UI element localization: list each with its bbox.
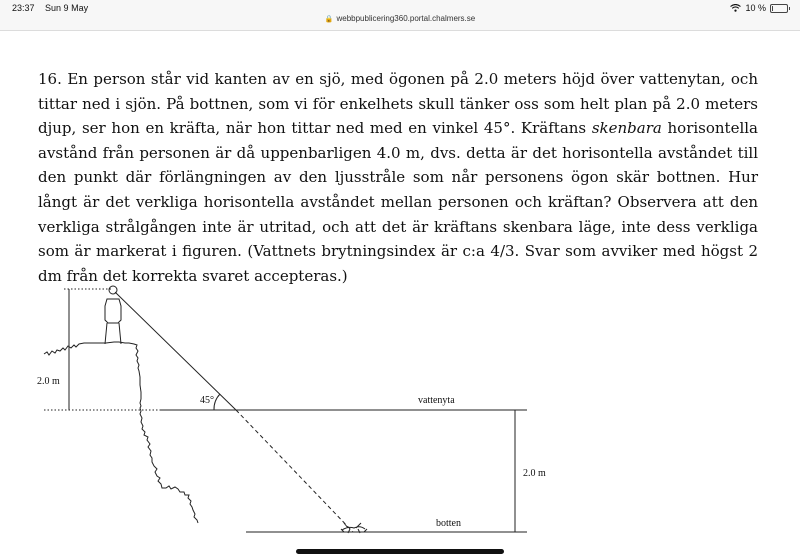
lock-icon: 🔒 — [324, 16, 334, 23]
angle-arc — [214, 394, 220, 410]
person-body — [105, 299, 121, 323]
battery-tip — [789, 7, 790, 10]
bottom-label: botten — [436, 518, 461, 529]
person-leg-left — [105, 323, 107, 344]
url-text: webbpublicering360.portal.chalmers.se — [336, 14, 476, 23]
height-label: 2.0 m — [37, 376, 60, 387]
person-leg-right — [119, 323, 121, 344]
water-surface-label: vattenyta — [418, 395, 455, 406]
angle-label: 45° — [200, 395, 214, 406]
status-right — [730, 3, 790, 13]
problem-text — [38, 67, 758, 288]
problem-emphasis: skenbara — [591, 119, 662, 138]
problem-text-part1: 16. En person står vid kanten av en sjö, med ögonen på 2.0 meters höjd över vattenytan, och tittar ned i sjön. På bottnen, som vi för enkelhets skull tänker oss som helt plan på 2.0 meters djup, ser hon en kräfta, när hon tittar ned med en vinkel 45°. Kräftans — [38, 70, 758, 138]
apparent-ray — [236, 410, 353, 532]
wifi-icon — [730, 4, 741, 12]
sight-ray — [115, 292, 236, 410]
depth-label: 2.0 m — [523, 468, 546, 479]
home-indicator[interactable] — [296, 549, 504, 554]
refraction-diagram — [0, 280, 800, 540]
date: Sun 9 May — [45, 3, 89, 13]
status-left — [12, 3, 96, 13]
shoreline — [44, 342, 198, 523]
battery-level — [772, 6, 773, 11]
status-bar — [0, 0, 800, 31]
clock: 23:37 — [12, 3, 35, 13]
battery-icon — [770, 4, 788, 13]
problem-text-part2: horisontella avstånd från personen är då uppenbarligen 4.0 m, dvs. detta är det horisontella avståndet till den punkt där förlängningen av den ljusstråle som når personens ögon skär bottnen. Hur långt är det verkliga horisontella avståndet mellan personen och kräftan? Observera att den verkliga strålgången inte är utritad, och att det är kräftans skenbara läge, inte dess verkliga som är markerat i figuren. (Vattnets brytningsindex är c:a 4/3. Svar som avviker med högst 2 dm från det korrekta svaret accepteras.) — [38, 119, 758, 285]
battery-text: 10 % — [745, 3, 766, 13]
address-bar[interactable] — [0, 14, 800, 23]
